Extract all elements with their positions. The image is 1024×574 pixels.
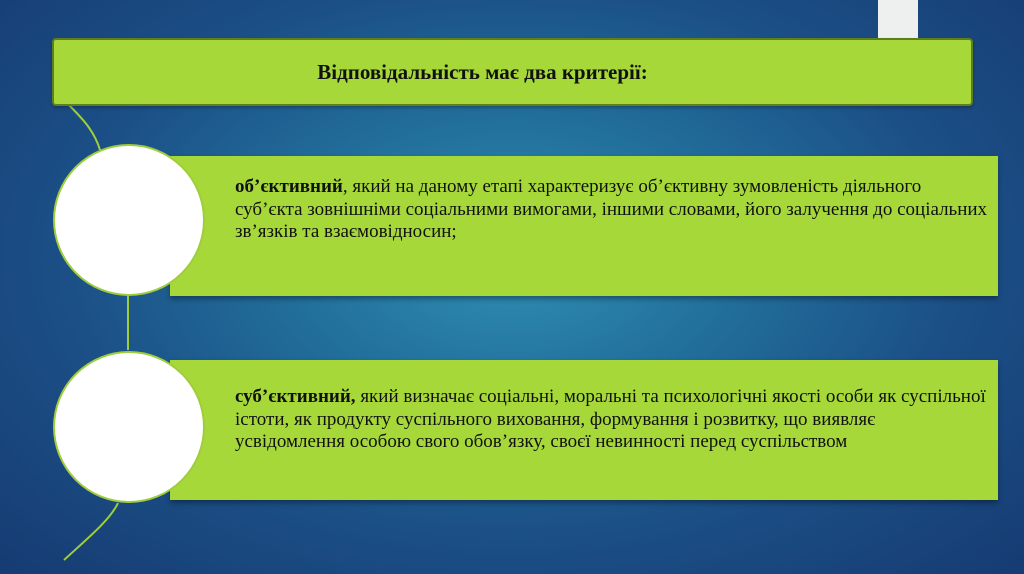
criterion-text-subjective: [235, 386, 990, 454]
criterion-marker-subjective: [53, 351, 205, 503]
criterion-description-objective: , який на даному етапі характеризує об’єктивну зумовленість діяльного суб’єкта зовнішніми соціальними вимогами, іншими словами, його залучення до соціальних зв’язків та взаємовідносин;: [235, 176, 988, 242]
criterion-box-objective: [170, 156, 998, 296]
criterion-marker-objective: [53, 144, 205, 296]
criterion-box-subjective: [170, 360, 998, 500]
slide-title: Відповідальність має два критерії:: [317, 60, 648, 84]
title-banner: [52, 38, 973, 106]
criterion-term-subjective: суб’єктивний,: [235, 386, 356, 407]
criterion-text-objective: [235, 176, 990, 244]
criterion-description-subjective: який визначає соціальні, моральні та психологічні якості особи як суспільної істоти, як продукту суспільного виховання, формування і розвитку, що виявляє усвідомлення особою свого обов’язку, своєї невинності перед суспільством: [235, 386, 986, 452]
criterion-term-objective: об’єктивний: [235, 176, 343, 197]
